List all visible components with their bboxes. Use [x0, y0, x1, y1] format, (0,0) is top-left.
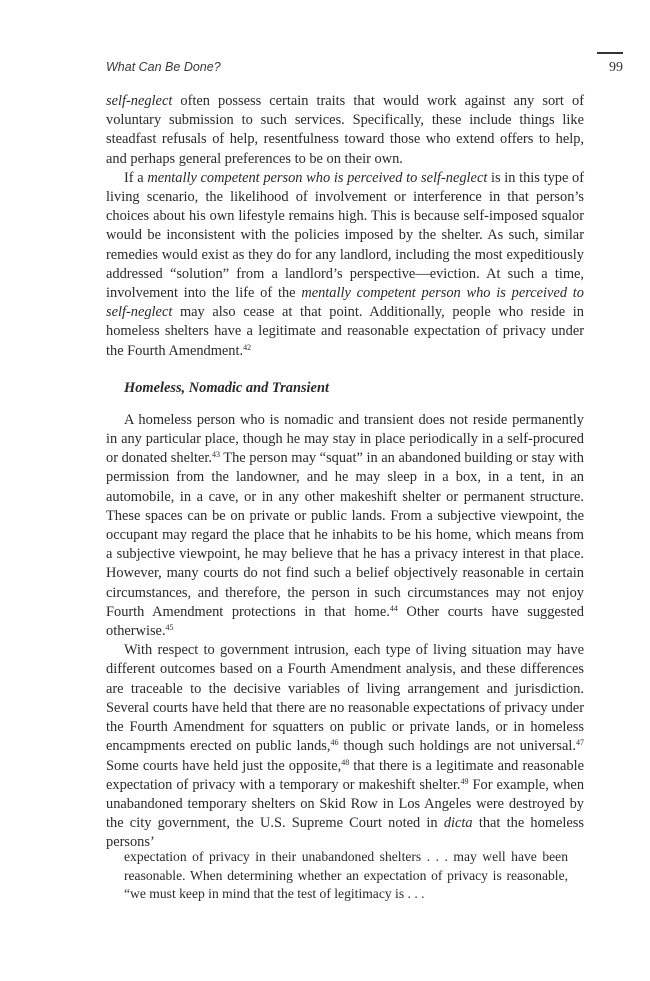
running-head: What Can Be Done? — [106, 60, 221, 74]
header-rule — [597, 52, 623, 54]
page-number: 99 — [609, 60, 623, 75]
footnote-ref: 48 — [341, 757, 350, 767]
paragraph-3: A homeless person who is nomadic and transient does not reside permanently in any particular place, though he may stay in place periodically in a self-procured or donated shelter.$^{43}$ The person may “squat” in an abandoned building or stay with permission from the landowner, and he may sleep in a box, in a tent, in an automobile, in a cave, or in any other makeshift shelter or permanent structure. These spaces can be on private or public lands. From a subjective viewpoint, the occupant may regard the place that he inhabits to be his home, which means from a subjective viewpoint, he may believe that he has a privacy interest in that place. However, many courts do not find such a belief objectively reasonable in certain circumstances, and therefore, the person in such circumstances may not enjoy Fourth Amendment protections in that home.$^{44}$ Other courts have suggested otherwise.$^{45}$ — [106, 411, 584, 640]
body-text — [106, 92, 584, 853]
paragraph-1: self-neglect often possess certain traits that would work against any sort of voluntary submission to such services. Specifically, these include things like steadfast refusals of help, resentfulness toward those who extend offers to help, and perhaps general preferences to be on their own. — [106, 93, 584, 167]
footnote-ref: 43 — [211, 450, 220, 460]
footnote-ref: 49 — [460, 776, 469, 786]
footnote-ref: 47 — [575, 738, 584, 748]
section-heading: Homeless, Nomadic and Transient — [124, 379, 329, 396]
footnote-ref: 45 — [165, 623, 174, 633]
paragraph-4: With respect to government intrusion, each type of living situation may have different outcomes based on a Fourth Amendment analysis, and these differences are traceable to the decisive variables of living arrangement and jurisdiction. Several courts have held that there are no reasonable expectations of privacy under the Fourth Amendment for squatters on public or private lands, or in homeless encampments erected on public lands,$^{46}$ though such holdings are not universal.$^{47}$ Some courts have held just the opposite,$^{48}$ that there is a legitimate and reasonable expectation of privacy with a temporary or makeshift shelter.$^{49}$ For example, when unabandoned temporary shelters on Skid Row in Los Angeles were destroyed by the city government, the U.S. Supreme Court noted in dicta that the homeless persons’ — [106, 642, 585, 851]
block-quote: expectation of privacy in their unabandoned shelters . . . may well have been reasonable. When determining whether an expectation of privacy is reasonable, “we must keep in mind that the test of legitimacy is . . . — [124, 849, 568, 901]
footnote-ref: 42 — [243, 342, 252, 352]
footnote-ref: 46 — [330, 738, 339, 748]
footnote-ref: 44 — [389, 603, 398, 613]
paragraph-2: If a mentally competent person who is perceived to self-neglect is in this type of living scenario, the likelihood of involvement or interference in that person’s choices about his own lifestyle remains high. This is because self-imposed squalor would be inconsistent with the policies imposed by the shelter. As such, similar remedies would exist as they do for any landlord, including the most expeditiously addressed “solution” from a landlord’s perspective—eviction. At such a time, involvement into the life of the mentally competent person who is perceived to self-neglect may also cease at that point. Additionally, people who reside in homeless shelters have a legitimate and reasonable expectation of privacy under the Fourth Amendment.$^{42}$ — [106, 169, 584, 359]
